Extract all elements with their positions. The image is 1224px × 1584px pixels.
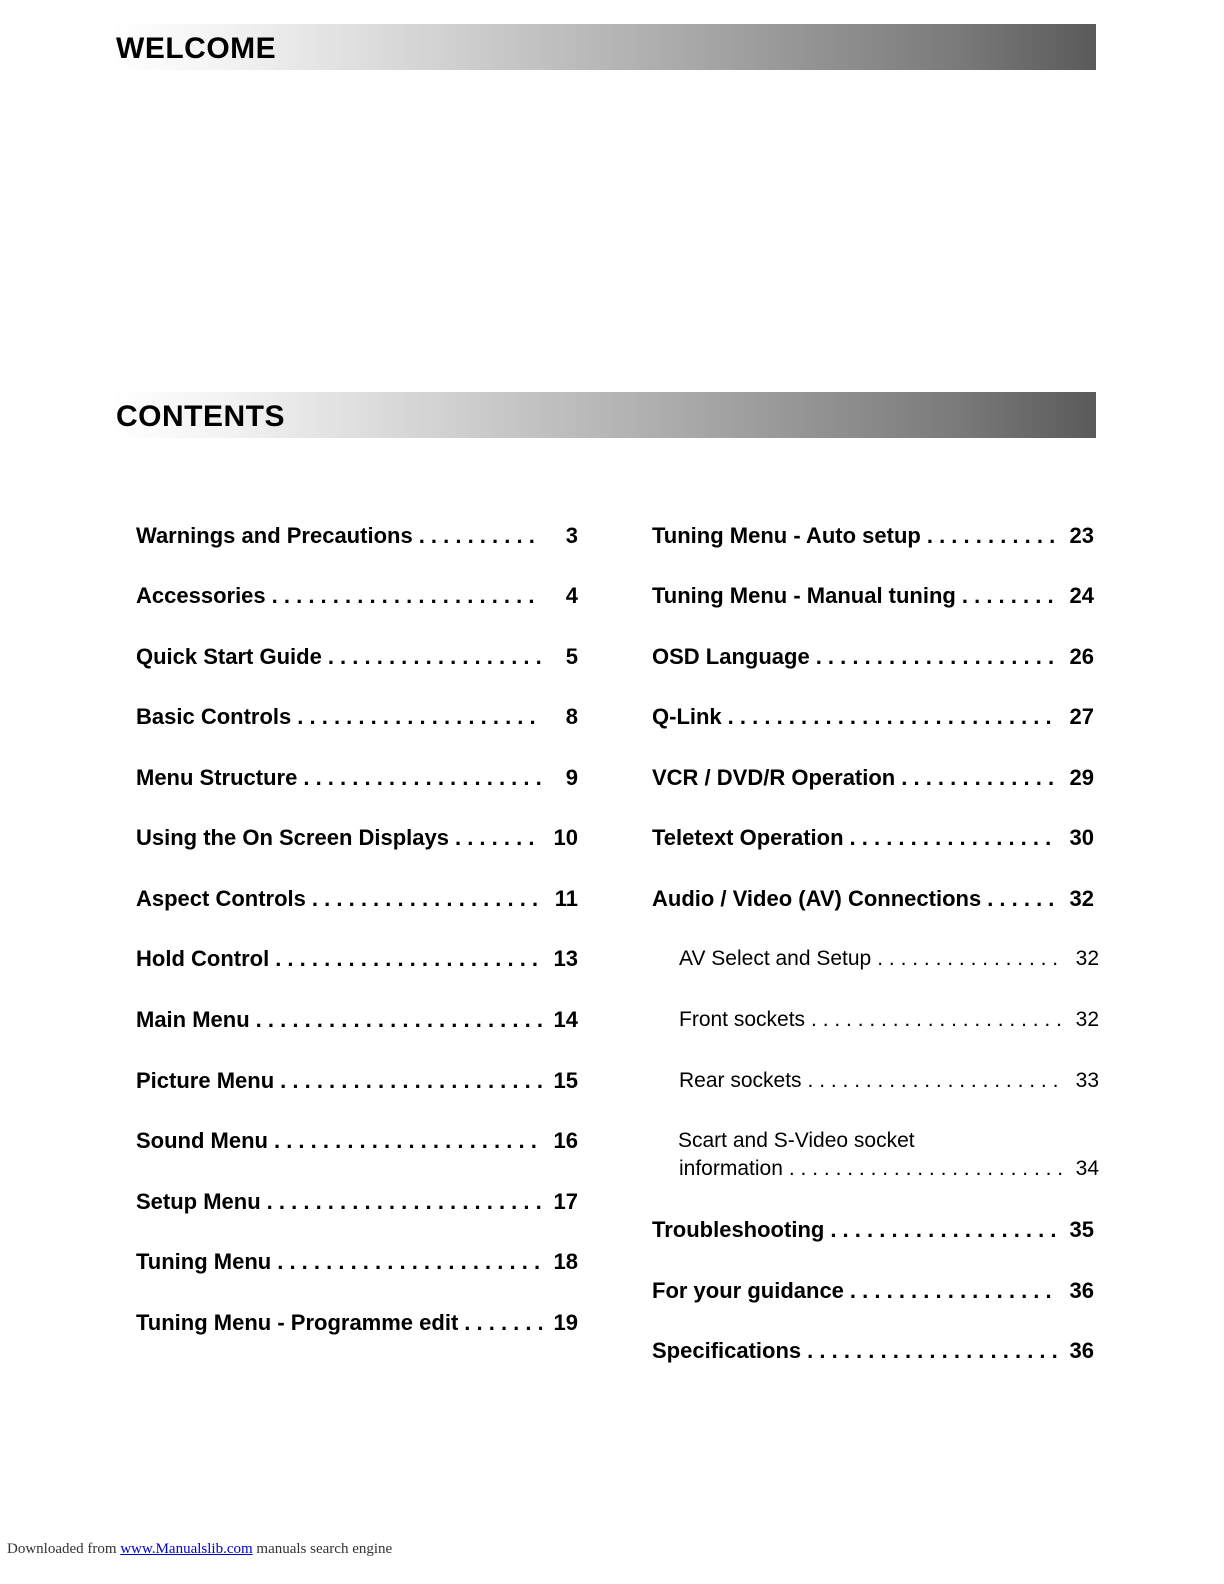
toc-entry-label: AV Select and Setup: [679, 947, 872, 970]
toc-leader: [274, 1127, 542, 1155]
toc-leader: [328, 643, 542, 671]
toc-entry-label: Setup Menu: [136, 1189, 261, 1214]
toc-entry-page: 9: [565, 765, 578, 790]
toc-entry-label: VCR / DVD/R Operation: [652, 765, 896, 790]
toc-entry-page: 16: [553, 1128, 578, 1153]
toc-entry-label: Hold Control: [136, 946, 270, 971]
toc-entry[interactable]: [652, 1216, 1094, 1244]
toc-entry[interactable]: [136, 522, 578, 550]
toc-leader: [275, 945, 542, 973]
toc-entry-label: Audio / Video (AV) Connections: [652, 886, 982, 911]
toc-entry[interactable]: [136, 885, 578, 913]
toc-entry-page: 26: [1069, 644, 1094, 669]
toc-entry-page: 4: [565, 583, 578, 608]
toc-leader: [927, 522, 1058, 550]
toc-leader: [808, 1067, 1063, 1095]
toc-entry-label: Aspect Controls: [136, 886, 306, 911]
welcome-banner: [113, 24, 1096, 70]
toc-leader: [256, 1006, 542, 1034]
toc-entry-label: Quick Start Guide: [136, 644, 322, 669]
toc-entry-label: Rear sockets: [679, 1069, 802, 1092]
toc-entry-page: 34: [1075, 1157, 1099, 1180]
toc-leader: [280, 1067, 542, 1095]
footer: [7, 1541, 392, 1558]
toc-leader: [464, 1309, 542, 1337]
toc-entry-label: Basic Controls: [136, 704, 292, 729]
toc-entry-label: Sound Menu: [136, 1128, 268, 1153]
toc-entry[interactable]: [652, 1277, 1094, 1305]
toc-entry[interactable]: [652, 582, 1094, 610]
toc-leader: [267, 1188, 542, 1216]
toc-entry-page: 33: [1075, 1069, 1099, 1092]
toc-entry-label: Tuning Menu - Programme edit: [136, 1310, 459, 1335]
toc-entry-label: Troubleshooting: [652, 1217, 825, 1242]
toc-entry[interactable]: [136, 1127, 578, 1155]
toc-subentry-label-line1: Scart and S-Video socket: [678, 1129, 915, 1152]
toc-entry-page: 17: [553, 1189, 578, 1214]
toc-entry-page: 18: [553, 1249, 578, 1274]
toc-entry-label: For your guidance: [652, 1278, 844, 1303]
toc-entry-label: Tuning Menu: [136, 1249, 272, 1274]
toc-entry-label: Tuning Menu - Manual tuning: [652, 583, 956, 608]
toc-entry-label: Specifications: [652, 1338, 802, 1363]
toc-entry[interactable]: [652, 643, 1094, 671]
toc-entry-page: 13: [553, 946, 578, 971]
toc-entry-label: Picture Menu: [136, 1068, 275, 1093]
toc-leader: [272, 582, 542, 610]
contents-banner: [113, 392, 1096, 438]
toc-leader: [789, 1155, 1063, 1183]
toc-entry[interactable]: [136, 945, 578, 973]
toc-entry[interactable]: [136, 764, 578, 792]
toc-entry-page: 11: [554, 886, 578, 911]
toc-entry-page: 32: [1075, 947, 1099, 970]
toc-entry-label: Front sockets: [679, 1008, 806, 1031]
toc-leader: [303, 764, 542, 792]
welcome-title: WELCOME: [116, 32, 277, 65]
toc-entry-page: 27: [1069, 704, 1094, 729]
toc-entry[interactable]: [136, 1006, 578, 1034]
toc-leader: [728, 703, 1058, 731]
footer-suffix: manuals search engine: [256, 1541, 393, 1557]
toc-leader: [877, 945, 1063, 973]
toc-entry[interactable]: [136, 1067, 578, 1095]
footer-link[interactable]: www.Manualslib.com: [120, 1541, 253, 1557]
toc-entry-page: 30: [1069, 825, 1094, 850]
toc-entry-page: 14: [553, 1007, 578, 1032]
toc-entry[interactable]: [652, 522, 1094, 550]
toc-entry-page: 3: [565, 523, 578, 548]
toc-entry[interactable]: [136, 582, 578, 610]
contents-title: CONTENTS: [116, 400, 285, 433]
toc-entry[interactable]: [652, 703, 1094, 731]
toc-entry[interactable]: [136, 703, 578, 731]
toc-entry-page: 23: [1069, 523, 1094, 548]
toc-entry[interactable]: [136, 1309, 578, 1337]
toc-entry-page: 24: [1069, 583, 1094, 608]
toc-entry-page: 8: [565, 704, 578, 729]
toc-entry-label: Using the On Screen Displays: [136, 825, 449, 850]
toc-leader: [807, 1337, 1058, 1365]
toc-entry-label: Warnings and Precautions: [136, 523, 413, 548]
toc-leader: [297, 703, 542, 731]
toc-entry[interactable]: [136, 643, 578, 671]
toc-entry-page: 29: [1069, 765, 1094, 790]
toc-entry[interactable]: [136, 1248, 578, 1276]
toc-leader: [850, 824, 1058, 852]
toc-subentry[interactable]: [679, 1006, 1099, 1034]
toc-subentry[interactable]: [679, 945, 1099, 973]
toc-entry[interactable]: [136, 1188, 578, 1216]
footer-prefix: Downloaded from: [7, 1541, 117, 1557]
toc-entry-page: 32: [1069, 886, 1094, 911]
toc-entry-label: Teletext Operation: [652, 825, 844, 850]
toc-leader: [455, 824, 542, 852]
toc-leader: [901, 764, 1058, 792]
toc-subentry[interactable]: [679, 1067, 1099, 1095]
toc-entry-label: Main Menu: [136, 1007, 250, 1032]
toc-entry[interactable]: [652, 885, 1094, 913]
toc-leader: [277, 1248, 542, 1276]
toc-entry-page: 35: [1069, 1217, 1094, 1242]
toc-entry-label: information: [679, 1157, 783, 1180]
toc-entry-label: Accessories: [136, 583, 266, 608]
toc-entry[interactable]: [652, 1337, 1094, 1365]
toc-entry[interactable]: [136, 824, 578, 852]
toc-entry-page: 15: [553, 1068, 578, 1093]
toc-entry-page: 10: [553, 825, 578, 850]
toc-entry-label: Tuning Menu - Auto setup: [652, 523, 921, 548]
toc-entry-label: OSD Language: [652, 644, 810, 669]
toc-entry-page: 5: [565, 644, 578, 669]
toc-leader: [850, 1277, 1058, 1305]
toc-leader: [312, 885, 542, 913]
toc-entry-page: 19: [553, 1310, 578, 1335]
toc-leader: [987, 885, 1058, 913]
toc-entry-page: 32: [1075, 1008, 1099, 1031]
toc-leader: [419, 522, 542, 550]
toc-leader: [816, 643, 1058, 671]
toc-leader: [811, 1006, 1063, 1034]
toc-subentry[interactable]: [679, 1155, 1099, 1183]
toc-leader: [830, 1216, 1058, 1244]
toc-entry-page: 36: [1069, 1338, 1094, 1363]
toc-entry-label: Q-Link: [652, 704, 722, 729]
toc-entry-page: 36: [1069, 1278, 1094, 1303]
toc-leader: [962, 582, 1058, 610]
toc-entry-label: Menu Structure: [136, 765, 298, 790]
toc-entry[interactable]: [652, 824, 1094, 852]
toc-entry[interactable]: [652, 764, 1094, 792]
